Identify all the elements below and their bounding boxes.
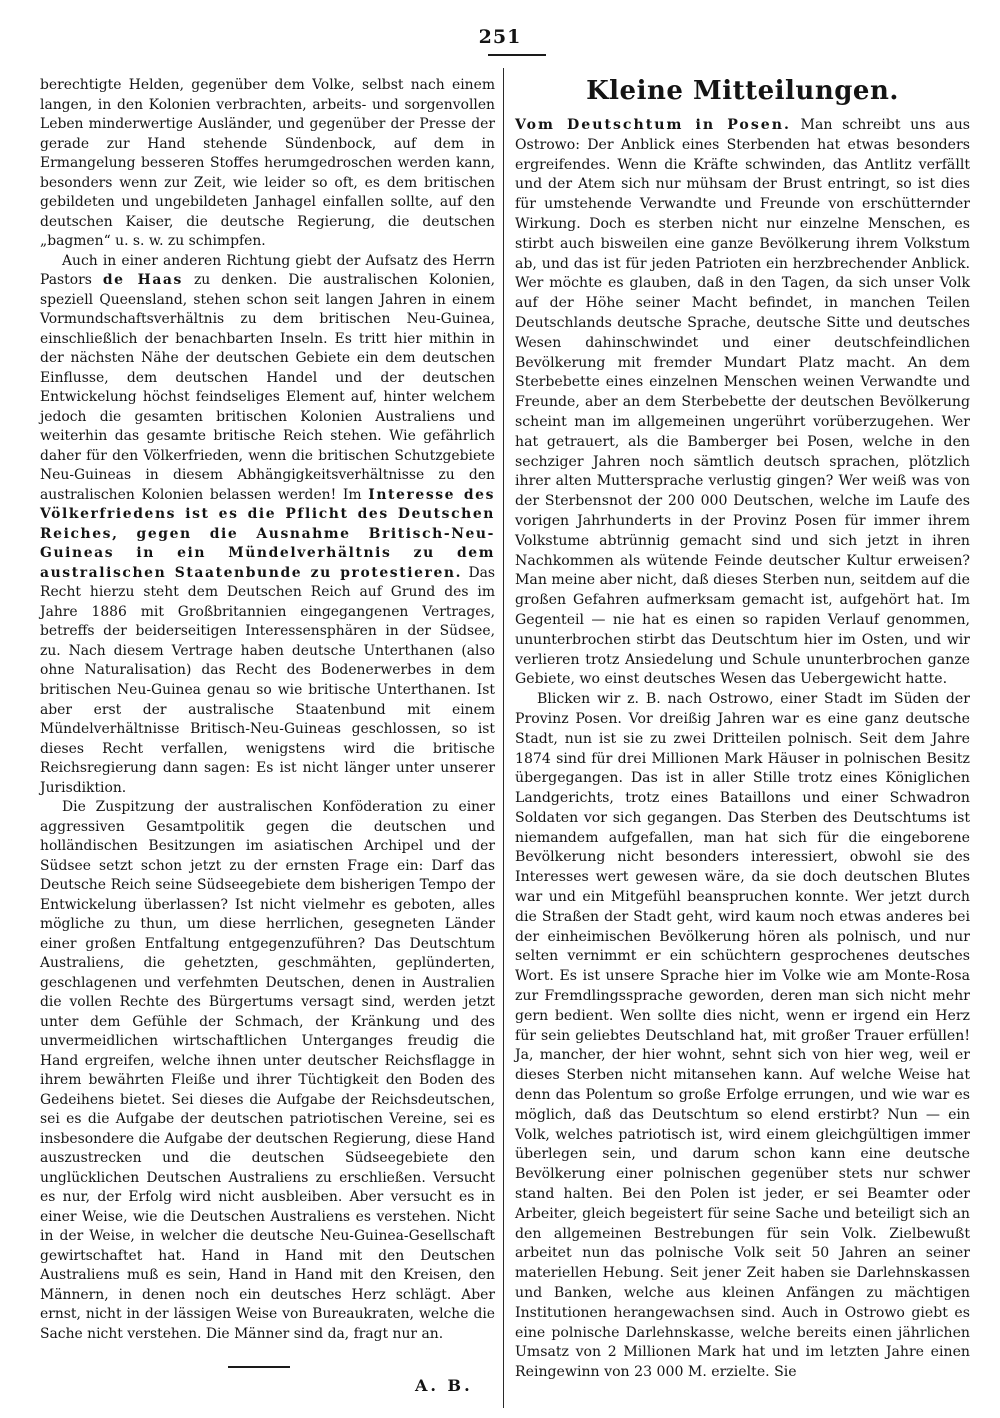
page-number-rule — [488, 54, 546, 56]
left-paragraph-2-text-b: zu denken. Die australischen Kolonien, speziell Queensland, stehen schon seit langen Jahren in einem Vormundschaftsverhältnis zu dem britischen Neu-Guinea, einschließlich der benachbarten Inseln. Es tritt hier mithin in der nächsten Nähe der deutschen Gebiete ein dem deutschen Einflusse, dem deutschen Handel und der deutschen Entwickelung höchst feindseliges Element auf, hinter welchem jedoch die gesamten britischen Kolonien Australiens und weiterhin das gesamte britische Reich stehen. Wie gefährlich daher für den Völkerfrieden, wenn die britischen Schutzgebiete Neu-Guineas in diesem Abhängigkeitsverhältnisse zu den australischen Kolonien belassen werden! Im — [40, 272, 495, 503]
article-lead: Vom Deutschtum in Posen. — [515, 117, 791, 133]
right-paragraph-1 — [515, 116, 970, 690]
right-column — [515, 76, 970, 1383]
closing-rule — [228, 1366, 290, 1368]
left-paragraph-2 — [40, 252, 495, 798]
author-name: de Haas — [102, 272, 183, 289]
left-paragraph-3: Die Zuspitzung der australischen Konföderation zu einer aggressiven Gesamtpolitik gegen die deutschen und holländischen Besitzungen im asiatischen Archipel und der Südsee setzt schon jetzt zu der ernsten Frage ein: Darf das Deutsche Reich seine Südseegebiete dem bisherigen Tempo der Entwickelung überlassen? Ist nicht vielmehr es geboten, alles mögliche zu thun, um diese herrlichen, gesegneten Länder einer großen Entfaltung entgegenzuführen? Das Deutschtum Australiens, die gehetzten, geschmähten, geplünderten, geschlagenen und verfehmten Deutschen, denen in Australien die vollen Rechte des Bürgertums versagt sind, werden jetzt unter dem Gefühle der Schmach, der Kränkung und des unvermeidlichen wirtschaftlichen Unterganges freudig die Hand ergreifen, welche ihnen unter deutscher Reichsflagge in ihrem bewährten Fleiße und ihrer Tüchtigkeit den Boden des Gedeihens bietet. Sei dieses die Aufgabe der Reichsdeutschen, sei es die Aufgabe der deutschen patriotischen Vereine, sei es insbesondere die Aufgabe der deutschen Regierung, diese Hand auszustrecken und die deutschen Südseegebiete den unglücklichen Deutschen Australiens zu erschließen. Versucht es nur, der Erfolg wird nicht ausbleiben. Aber versucht es in einer Weise, wie die Deutschen Australiens es verstehen. Nicht in der Weise, in welcher die deutsche Neu-Guinea-Gesellschaft gewirtschaftet hat. Hand in Hand mit den Deutschen Australiens muß es sein, Hand in Hand mit den Kreisen, den Männern, in denen noch ein deutsches Herz schlägt. Aber ernst, nicht in der lässigen Weise von Bureaukraten, welche die Sache nicht verstehen. Die Männer sind da, fragt nur an. — [40, 799, 495, 1342]
right-paragraph-2: Blicken wir z. B. nach Ostrowo, einer Stadt im Süden der Provinz Posen. Vor dreißig Jahren war es eine ganz deutsche Stadt, nun ist sie zu zwei Dritteilen polnisch. Seit dem Jahre 1874 sind für drei Millionen Mark Häuser in polnischen Besitz übergegangen. Das ist in aller Stille trotz eines Königlichen Landgerichts, trotz eines Bataillons und einer Schwadron Soldaten vor sich gegangen. Das Sterben des Deutschtums ist niemandem aufgefallen, man hat sich für die eingeborene Bevölkerung nicht besonders interessiert, obwohl sie des Interesses wert gewesen wäre, da sie doch deutschen Blutes war und ein Mitgefühl beanspruchen konnte. Wer jetzt durch die Straßen der Stadt geht, wird kaum noch etwas anderes bei der einheimischen Bevölkerung hören als polnisch, und nur selten vernimmt er ein schüchtern gesprochenes deutsches Wort. Es ist unsere Sprache hier im Volke wie am Monte-Rosa zur Fremdlingssprache geworden, deren man sich nicht mehr gern bedient. Wen sollte dies nicht, wenn er irgend ein Herz für sein geliebtes Deutschland hat, mit großer Trauer erfüllen! Ja, mancher, der hier wohnt, sehnt sich von hier weg, weil er dieses Sterben nicht mitansehen kann. Auf welche Weise hat denn das Polentum so große Erfolge errungen, und wie war es möglich, daß das Deutschtum so elend erstirbt? Nun — ein Volk, welches patriotisch ist, wird einem gleichgültigen immer überlegen sein, und darum schon kann eine deutsche Bevölkerung einer polnischen gegenüber stets nur schwer stand halten. Bei den Polen ist jeder, er sei Beamter oder Arbeiter, gleich begeistert für seine Sache und beteiligt sich an den allgemeinen Bestrebungen für sein Volk. Zielbewußt arbeitet nun das polnische Volk seit 50 Jahren an seiner materiellen Hebung. Seit jener Zeit haben sie Darlehnskassen und Banken, welche aus kleinen Anfängen zu mächtigen Institutionen herangewachsen sind. Auch in Ostrowo giebt es eine polnische Darlehnskasse, welche bereits einen jährlichen Umsatz von 2 Millionen Mark hat und im letzten Jahre einen Reingewinn von 23 000 M. erzielte. Sie — [515, 691, 970, 1381]
column-divider — [503, 68, 504, 1408]
right-paragraph-1-text: Man schreibt uns aus Ostrowo: Der Anblick eines Sterbenden hat etwas besonders ergreifendes. Wenn die Kräfte schwinden, das Antlitz verfällt und der Atem sich nur mühsam der Brust entringt, so ist dies für umstehende Verwandte und Freunde von erschütternder Wirkung. Doch es sterben nicht nur einzelne Menschen, es stirbt auch bisweilen eine ganze Bevölkerung ihrem Volkstum ab, und das ist für jeden Patrioten ein herzbrechender Anblick. Wer möchte es glauben, daß in den Tagen, da sich unser Volk auf der Höhe seiner Macht befindet, in manchen Teilen Deutschlands deutsche Sprache, deutsche Sitte und deutsches Wesen dahinschwindet und einer deutschfeindlichen Bevölkerung mit fremder Mundart Platz macht. An dem Sterbebette eines einzelnen Menschen weinen Verwandte und Freunde, aber an dem Sterbebette der deutschen Bevölkerung scheint man im allgemeinen ungerührt vorüberzugehen. Wer hat getrauert, als die Bamberger bei Posen, welche in den sechziger Jahren noch sämtlich deutsch sprachen, plötzlich ihrer alten Muttersprache verlustig gingen? Wer weiß was von der Sterbensnot der 200 000 Deutschen, welche im Laufe des vorigen Jahrhunderts in der Provinz Posen für immer ihrem Volkstume abtrünnig gemacht sind und sich jetzt in ihren Nachkommen als wütende Feinde deutscher Kultur erweisen? Man meine aber nicht, daß dieses Sterben nun, seitdem auf die großen Gefahren aufmerksam gemacht ist, aufgehört hat. Im Gegenteil — nie hat es einen so rapiden Verlauf genommen, ununterbrochen stirbt das Deutschtum hier im Osten, und wir verlieren trotz Ansiedelung und Schule ununterbrochen ganze Gebiete, wo einst deutsches Wesen das Uebergewicht hatte. — [515, 117, 971, 688]
signature: A. B. — [415, 1376, 473, 1395]
left-paragraph-2-text-a: Auch in einer anderen Richtung giebt der Aufsatz des Herrn Pastors — [40, 252, 495, 289]
page-number: 251 — [478, 26, 522, 48]
section-heading: Kleine Mitteilungen. — [586, 76, 899, 106]
left-paragraph-2-text-c: Das Recht hierzu steht dem Deutschen Reich auf Grund des im Jahre 1886 mit Großbritannien eingegangenen Vertrages, betreffs der beiderseitigen Interessensphären in der Südsee, zu. Nach diesem Vertrage haben deutsche Unterthanen (also ohne Naturalisation) das Recht des Bodenerwerbes in dem britischen Neu-Guinea genau so wie britische Unterthanen. Ist aber erst der australische Staatenbund mit einem Mündelverhältnisse Britisch-Neu-Guineas geschlossen, so ist dieses Recht verfallen, wenigstens wird die britische Reichsregierung dann sagen: Es ist nicht länger unter unserer Jurisdiktion. — [40, 564, 495, 796]
left-column — [40, 76, 495, 1345]
left-paragraph-1: berechtigte Helden, gegenüber dem Volke, selbst nach einem langen, in den Kolonien verbrachten, arbeits- und sorgenvollen Leben minderwertige Ausländer, und gegenüber der Presse der gerade zur Hand stehende Sündenbock, auf dem in Ermangelung besseren Stoffes herumgedroschen werden kann, besonders wenn zur Zeit, wie leider so oft, es dem britischen gebildeten und ungebildeten Janhagel einfallen sollte, auf den deutschen Kaiser, die deutsche Regierung, die deutschen „bagmen“ u. s. w. zu schimpfen. — [40, 77, 495, 250]
emphasized-passage: Interesse des Völkerfriedens ist es die Pflicht des Deutschen Reiches, gegen die Ausnahme Britisch-Neu-Guineas in ein Mündelverhältnis zu dem australischen Staatenbunde zu protestieren. — [40, 486, 495, 581]
